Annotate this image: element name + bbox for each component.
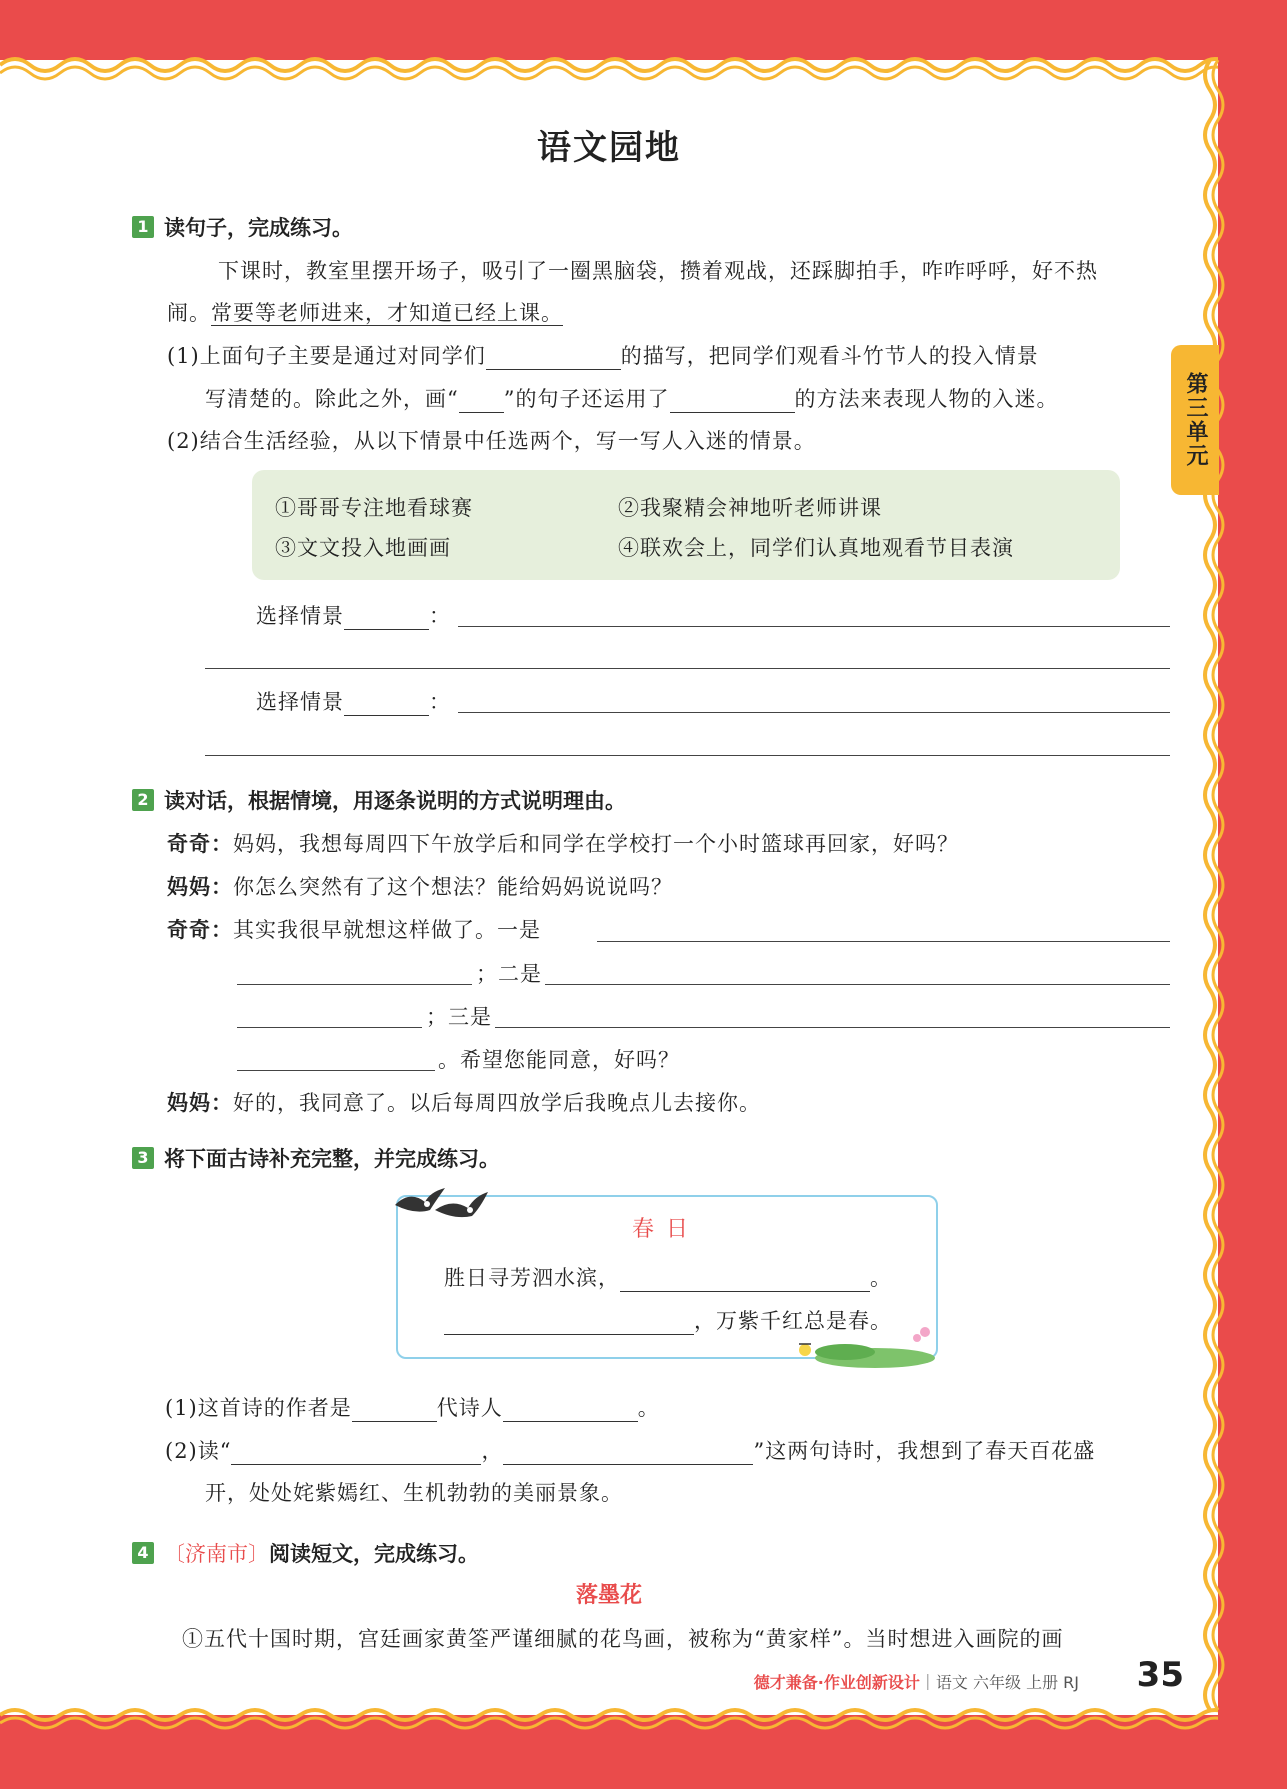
choose-scenario-1 — [256, 600, 451, 630]
choose-colon-1: ： — [429, 604, 451, 628]
q1-heading — [132, 212, 353, 242]
q1-passage-line2-start: 闹。 — [167, 301, 211, 325]
q1-underlined-sentence: 常要等老师进来，才知道已经上课。 — [211, 301, 563, 325]
q1-sub1-text-b: 的描写，把同学们观看斗竹节人的投入情景 — [620, 344, 1039, 368]
q2-heading — [132, 785, 626, 815]
reason-2-label: ；二是 — [476, 962, 542, 986]
article-paragraph-1: ①五代十国时期，宫廷画家黄筌严谨细腻的花鸟画，被称为“黄家样”。当时想进入画院的画 — [182, 1627, 1064, 1651]
footer-brand: 德才兼备·作业创新设计 — [753, 1673, 920, 1692]
q3-number: 3 — [132, 1147, 154, 1169]
wave-border-bottom — [0, 1705, 1218, 1735]
reason-1-line-a[interactable] — [597, 941, 1170, 942]
reason-2-line-a[interactable] — [545, 984, 1170, 985]
q1-sub1-text-c: 写清楚的。除此之外，画“ — [205, 387, 459, 411]
wave-border-top — [0, 45, 1218, 85]
blank-q1-2[interactable] — [459, 391, 504, 413]
q3-sub1-text-b: 代诗人 — [436, 1396, 503, 1420]
blank-scenario-2[interactable] — [344, 694, 429, 716]
answer-line-2b[interactable] — [205, 755, 1170, 756]
reason-3-line-a[interactable] — [495, 1027, 1170, 1028]
q3-sub1 — [165, 1392, 660, 1422]
q3-sub1-text-c: 。 — [637, 1396, 660, 1420]
q1-sub2: (2)结合生活经验，从以下情景中任选两个，写一写人入迷的情景。 — [167, 429, 816, 453]
article-title: 落墨花 — [575, 1583, 642, 1608]
page-title: 语文园地 — [537, 128, 681, 168]
speaker-qiqi-2: 奇奇： — [167, 918, 233, 942]
q1-passage-line1: 下课时，教室里摆开场子，吸引了一圈黑脑袋，攒着观战，还踩脚拍手，咋咋呼呼，好不热 — [218, 259, 1098, 283]
q3-heading-text: 将下面古诗补充完整，并完成练习。 — [164, 1147, 500, 1171]
scenario-option-3: ③文文投入地画画 — [275, 536, 451, 560]
poem-line-1 — [444, 1262, 892, 1292]
answer-line-1a[interactable] — [458, 626, 1170, 627]
wave-border-right — [1198, 60, 1228, 1715]
blank-q1-1[interactable] — [486, 348, 621, 370]
q4-heading — [132, 1538, 479, 1568]
choose-label-1: 选择情景 — [256, 604, 344, 628]
poem-line-2-text: ，万紫千红总是春。 — [694, 1309, 892, 1333]
q1-heading-text: 读句子，完成练习。 — [164, 216, 353, 240]
speaker-qiqi-1: 奇奇： — [167, 832, 233, 856]
dialog-line-1 — [167, 828, 959, 858]
q1-sub1-text-e: 的方法来表现人物的入迷。 — [794, 387, 1059, 411]
scenario-option-4: ④联欢会上，同学们认真地观看节目表演 — [618, 536, 1014, 560]
poem-line-1-text: 胜日寻芳泗水滨， — [444, 1266, 620, 1290]
reason-2-line-b[interactable] — [237, 1027, 422, 1028]
dialog-line-3 — [167, 914, 541, 944]
dialog-text-1: 妈妈，我想每周四下午放学后和同学在学校打一个小时篮球再回家，好吗？ — [233, 832, 959, 856]
q1-sub1-text-a: (1)上面句子主要是通过对同学们 — [167, 344, 486, 368]
dialog-line-7 — [167, 1087, 761, 1117]
dialog-text-2: 你怎么突然有了这个想法？能给妈妈说说吗？ — [233, 875, 673, 899]
q2-number: 2 — [132, 789, 154, 811]
speaker-mama-1: 妈妈： — [167, 875, 233, 899]
reason-3-line-b[interactable] — [237, 1070, 435, 1071]
q4-heading-text: 阅读短文，完成练习。 — [269, 1542, 479, 1566]
answer-line-1b[interactable] — [205, 668, 1170, 669]
q4-source-tag: 〔济南市〕 — [164, 1542, 269, 1566]
dialog-text-3: 其实我很早就想这样做了。一是 — [233, 918, 541, 942]
choose-label-2: 选择情景 — [256, 690, 344, 714]
scenario-options-box — [252, 470, 1120, 580]
blank-scenario-1[interactable] — [344, 608, 429, 630]
poem-line-2 — [444, 1305, 892, 1335]
blank-poem-1[interactable] — [620, 1270, 870, 1292]
q1-sub1-line2 — [205, 383, 1059, 413]
dialog-line-2 — [167, 871, 673, 901]
poem-line-1-end: 。 — [870, 1266, 892, 1290]
unit-tab: 第三单元 — [1171, 345, 1219, 495]
blank-q1-3[interactable] — [670, 391, 795, 413]
dialog-line-6: 。希望您能同意，好吗？ — [438, 1048, 680, 1072]
footer-book-info: ｜语文 六年级 上册 RJ — [919, 1673, 1079, 1692]
q1-sub1-text-d: ”的句子还运用了 — [503, 387, 670, 411]
q1-number: 1 — [132, 216, 154, 238]
q4-number: 4 — [132, 1542, 154, 1564]
page-number: 35 — [1136, 1655, 1184, 1695]
q3-sub2-text-c: ”这两句诗时，我想到了春天百花盛 — [753, 1439, 1096, 1463]
blank-poem-quote-1[interactable] — [231, 1443, 481, 1465]
q2-heading-text: 读对话，根据情境，用逐条说明的方式说明理由。 — [164, 789, 626, 813]
q3-sub2-line1 — [165, 1435, 1095, 1465]
q3-sub2-line2: 开，处处姹紫嫣红、生机勃勃的美丽景象。 — [205, 1481, 623, 1505]
q3-sub2-text-a: (2)读“ — [165, 1439, 232, 1463]
reason-3-label: ；三是 — [426, 1005, 492, 1029]
q3-sub1-text-a: (1)这首诗的作者是 — [165, 1396, 352, 1420]
blank-dynasty[interactable] — [352, 1400, 437, 1422]
choose-scenario-2 — [256, 686, 451, 716]
blank-poem-quote-2[interactable] — [503, 1443, 753, 1465]
choose-colon-2: ： — [429, 690, 451, 714]
blank-poem-2[interactable] — [444, 1313, 694, 1335]
dialog-text-7: 好的，我同意了。以后每周四放学后我晚点儿去接你。 — [233, 1091, 761, 1115]
scenario-option-1: ①哥哥专注地看球赛 — [275, 496, 473, 520]
answer-line-2a[interactable] — [458, 712, 1170, 713]
reason-1-line-b[interactable] — [237, 984, 472, 985]
scenario-option-2: ②我聚精会神地听老师讲课 — [618, 496, 882, 520]
speaker-mama-2: 妈妈： — [167, 1091, 233, 1115]
blank-poet[interactable] — [503, 1400, 638, 1422]
q3-sub2-text-b: ， — [481, 1439, 504, 1463]
q1-passage-line2 — [167, 297, 563, 327]
q1-sub1-line1 — [167, 340, 1039, 370]
poem-title: 春日 — [631, 1217, 700, 1242]
q3-heading — [132, 1143, 500, 1173]
footer-info — [754, 1670, 1079, 1693]
